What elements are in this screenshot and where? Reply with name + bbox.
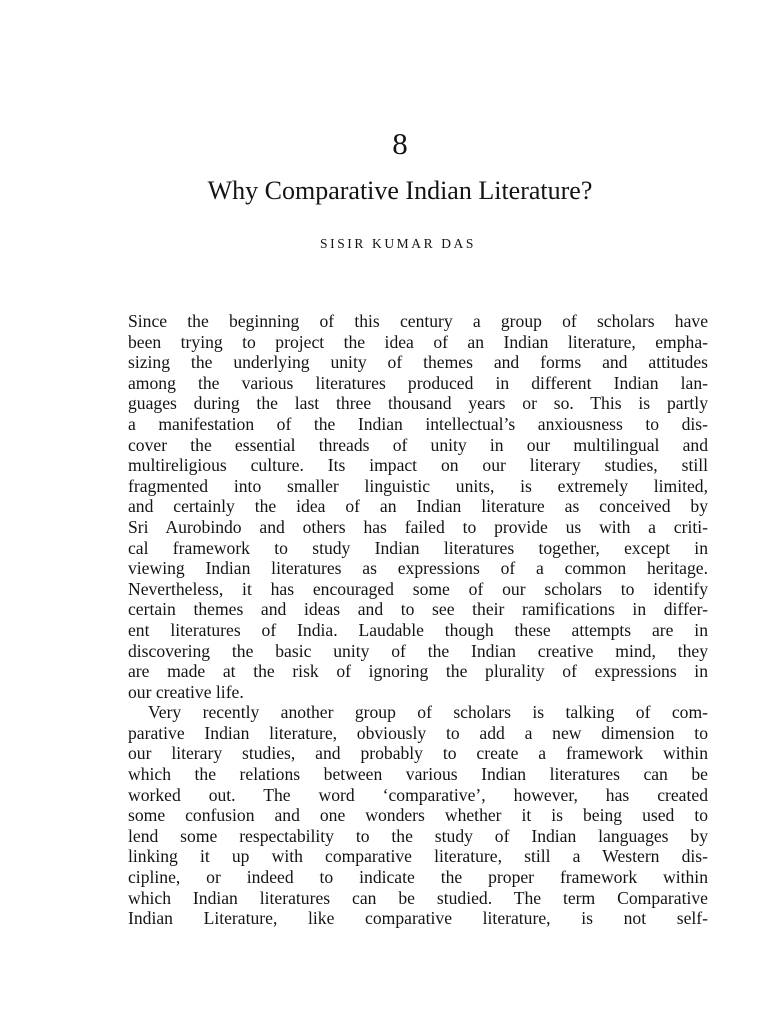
paragraph-1 [128, 311, 708, 702]
text-line: parative Indian literature, obviously to add a new dimension to [128, 722, 708, 743]
text-line: which the relations between various Indian literatures can be [128, 764, 708, 785]
text-line: Sri Aurobindo and others has failed to provide us with a criti- [128, 516, 708, 537]
text-line: been trying to project the idea of an Indian literature, empha- [128, 331, 708, 352]
text-line: some confusion and one wonders whether it is being used to [128, 805, 708, 826]
text-line: fragmented into smaller linguistic units, is extremely limited, [128, 475, 708, 496]
paragraph-2 [128, 702, 708, 929]
text-line: worked out. The word ‘comparative’, however, has created [128, 784, 708, 805]
text-line: discovering the basic unity of the Indian creative mind, they [128, 640, 708, 661]
text-line: Nevertheless, it has encouraged some of our scholars to identify [128, 578, 708, 599]
text-line: which Indian literatures can be studied. The term Comparative [128, 887, 708, 908]
text-line: linking it up with comparative literature, still a Western dis- [128, 846, 708, 867]
text-line: cover the essential threads of unity in our multilingual and [128, 434, 708, 455]
chapter-title: Why Comparative Indian Literature? [207, 176, 593, 205]
body-text [128, 311, 708, 929]
chapter-author: SISIR KUMAR DAS [319, 236, 477, 251]
chapter-number: 8 [392, 126, 408, 161]
text-line: viewing Indian literatures as expressions of a common heritage. [128, 558, 708, 579]
text-line: cal framework to study Indian literatures together, except in [128, 537, 708, 558]
text-line: Very recently another group of scholars is talking of com- [148, 702, 708, 723]
text-line: sizing the underlying unity of themes and forms and attitudes [128, 352, 708, 373]
text-line: a manifestation of the Indian intellectual’s anxiousness to dis- [128, 413, 708, 434]
text-line: ent literatures of India. Laudable though these attempts are in [128, 619, 708, 640]
text-line: certain themes and ideas and to see their ramifications in differ- [128, 599, 708, 620]
text-line: and certainly the idea of an Indian literature as conceived by [128, 496, 708, 517]
text-line: among the various literatures produced in different Indian lan- [128, 372, 708, 393]
text-line: lend some respectability to the study of Indian languages by [128, 825, 708, 846]
text-line: are made at the risk of ignoring the plurality of expressions in [128, 661, 708, 682]
text-line: cipline, or indeed to indicate the proper framework within [128, 867, 708, 888]
text-line: guages during the last three thousand years or so. This is partly [128, 393, 708, 414]
text-line: our literary studies, and probably to create a framework within [128, 743, 708, 764]
text-line: multireligious culture. Its impact on our literary studies, still [128, 455, 708, 476]
text-line: Indian Literature, like comparative literature, is not self- [128, 908, 708, 929]
text-line: Since the beginning of this century a group of scholars have [128, 311, 708, 331]
text-line: our creative life. [128, 681, 244, 702]
